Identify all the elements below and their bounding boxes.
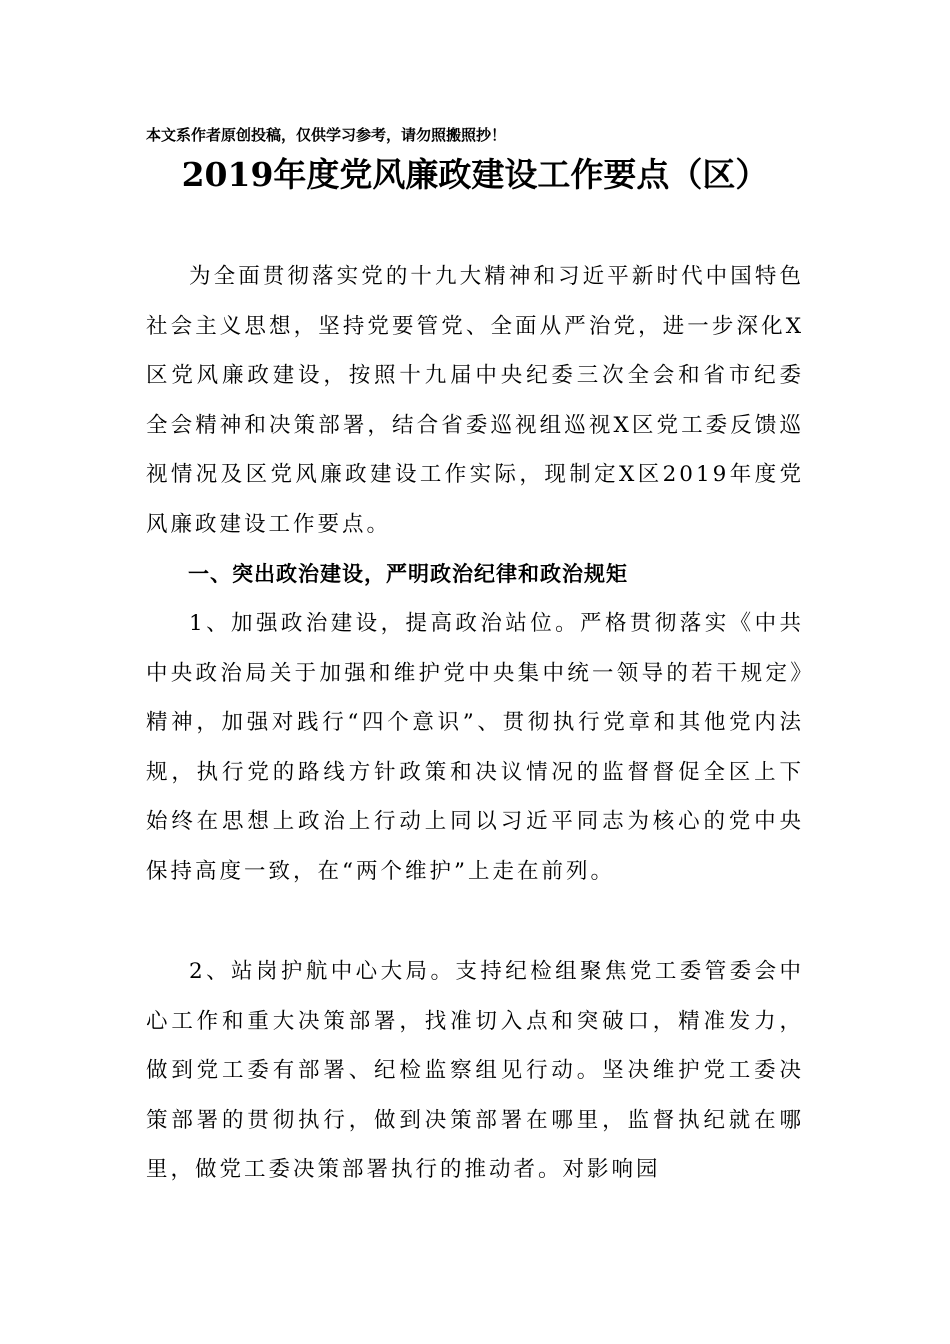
document-title: 2019年度党风廉政建设工作要点（区） (181, 155, 769, 194)
item-paragraph-2: 2、站岗护航中心大局。支持纪检组聚焦党工委管委会中心工作和重大决策部署，找准切入点和突破口，精准发力，做到党工委有部署、纪检监察组见行动。坚决维护党工委决策部署的贯彻执行，做到决策部署在哪里，监督执纪就在哪里，做党工委决策部署执行的推动者。对影响园 (146, 959, 804, 1183)
section-heading-1: 一、突出政治建设，严明政治纪律和政治规矩 (188, 562, 628, 586)
intro-paragraph: 为全面贯彻落实党的十九大精神和习近平新时代中国特色社会主义思想，坚持党要管党、全面从严治党，进一步深化X区党风廉政建设，按照十九届中央纪委三次全会和省市纪委全会精神和决策部署，结合省委巡视组巡视X区党工委反馈巡视情况及区党风廉政建设工作实际，现制定X区2019年度党风廉政建设工作要点。 (146, 264, 804, 537)
disclaimer-text: 本文系作者原创投稿，仅供学习参考，请勿照搬照抄！ (146, 126, 507, 144)
item-paragraph-1: 1、加强政治建设，提高政治站位。严格贯彻落实《中共中央政治局关于加强和维护党中央集中统一领导的若干规定》精神，加强对践行“四个意识”、贯彻执行党章和其他党内法规，执行党的路线方针政策和决议情况的监督督促全区上下始终在思想上政治上行动上同以习近平同志为核心的党中央保持高度一致，在“两个维护”上走在前列。 (146, 611, 804, 884)
